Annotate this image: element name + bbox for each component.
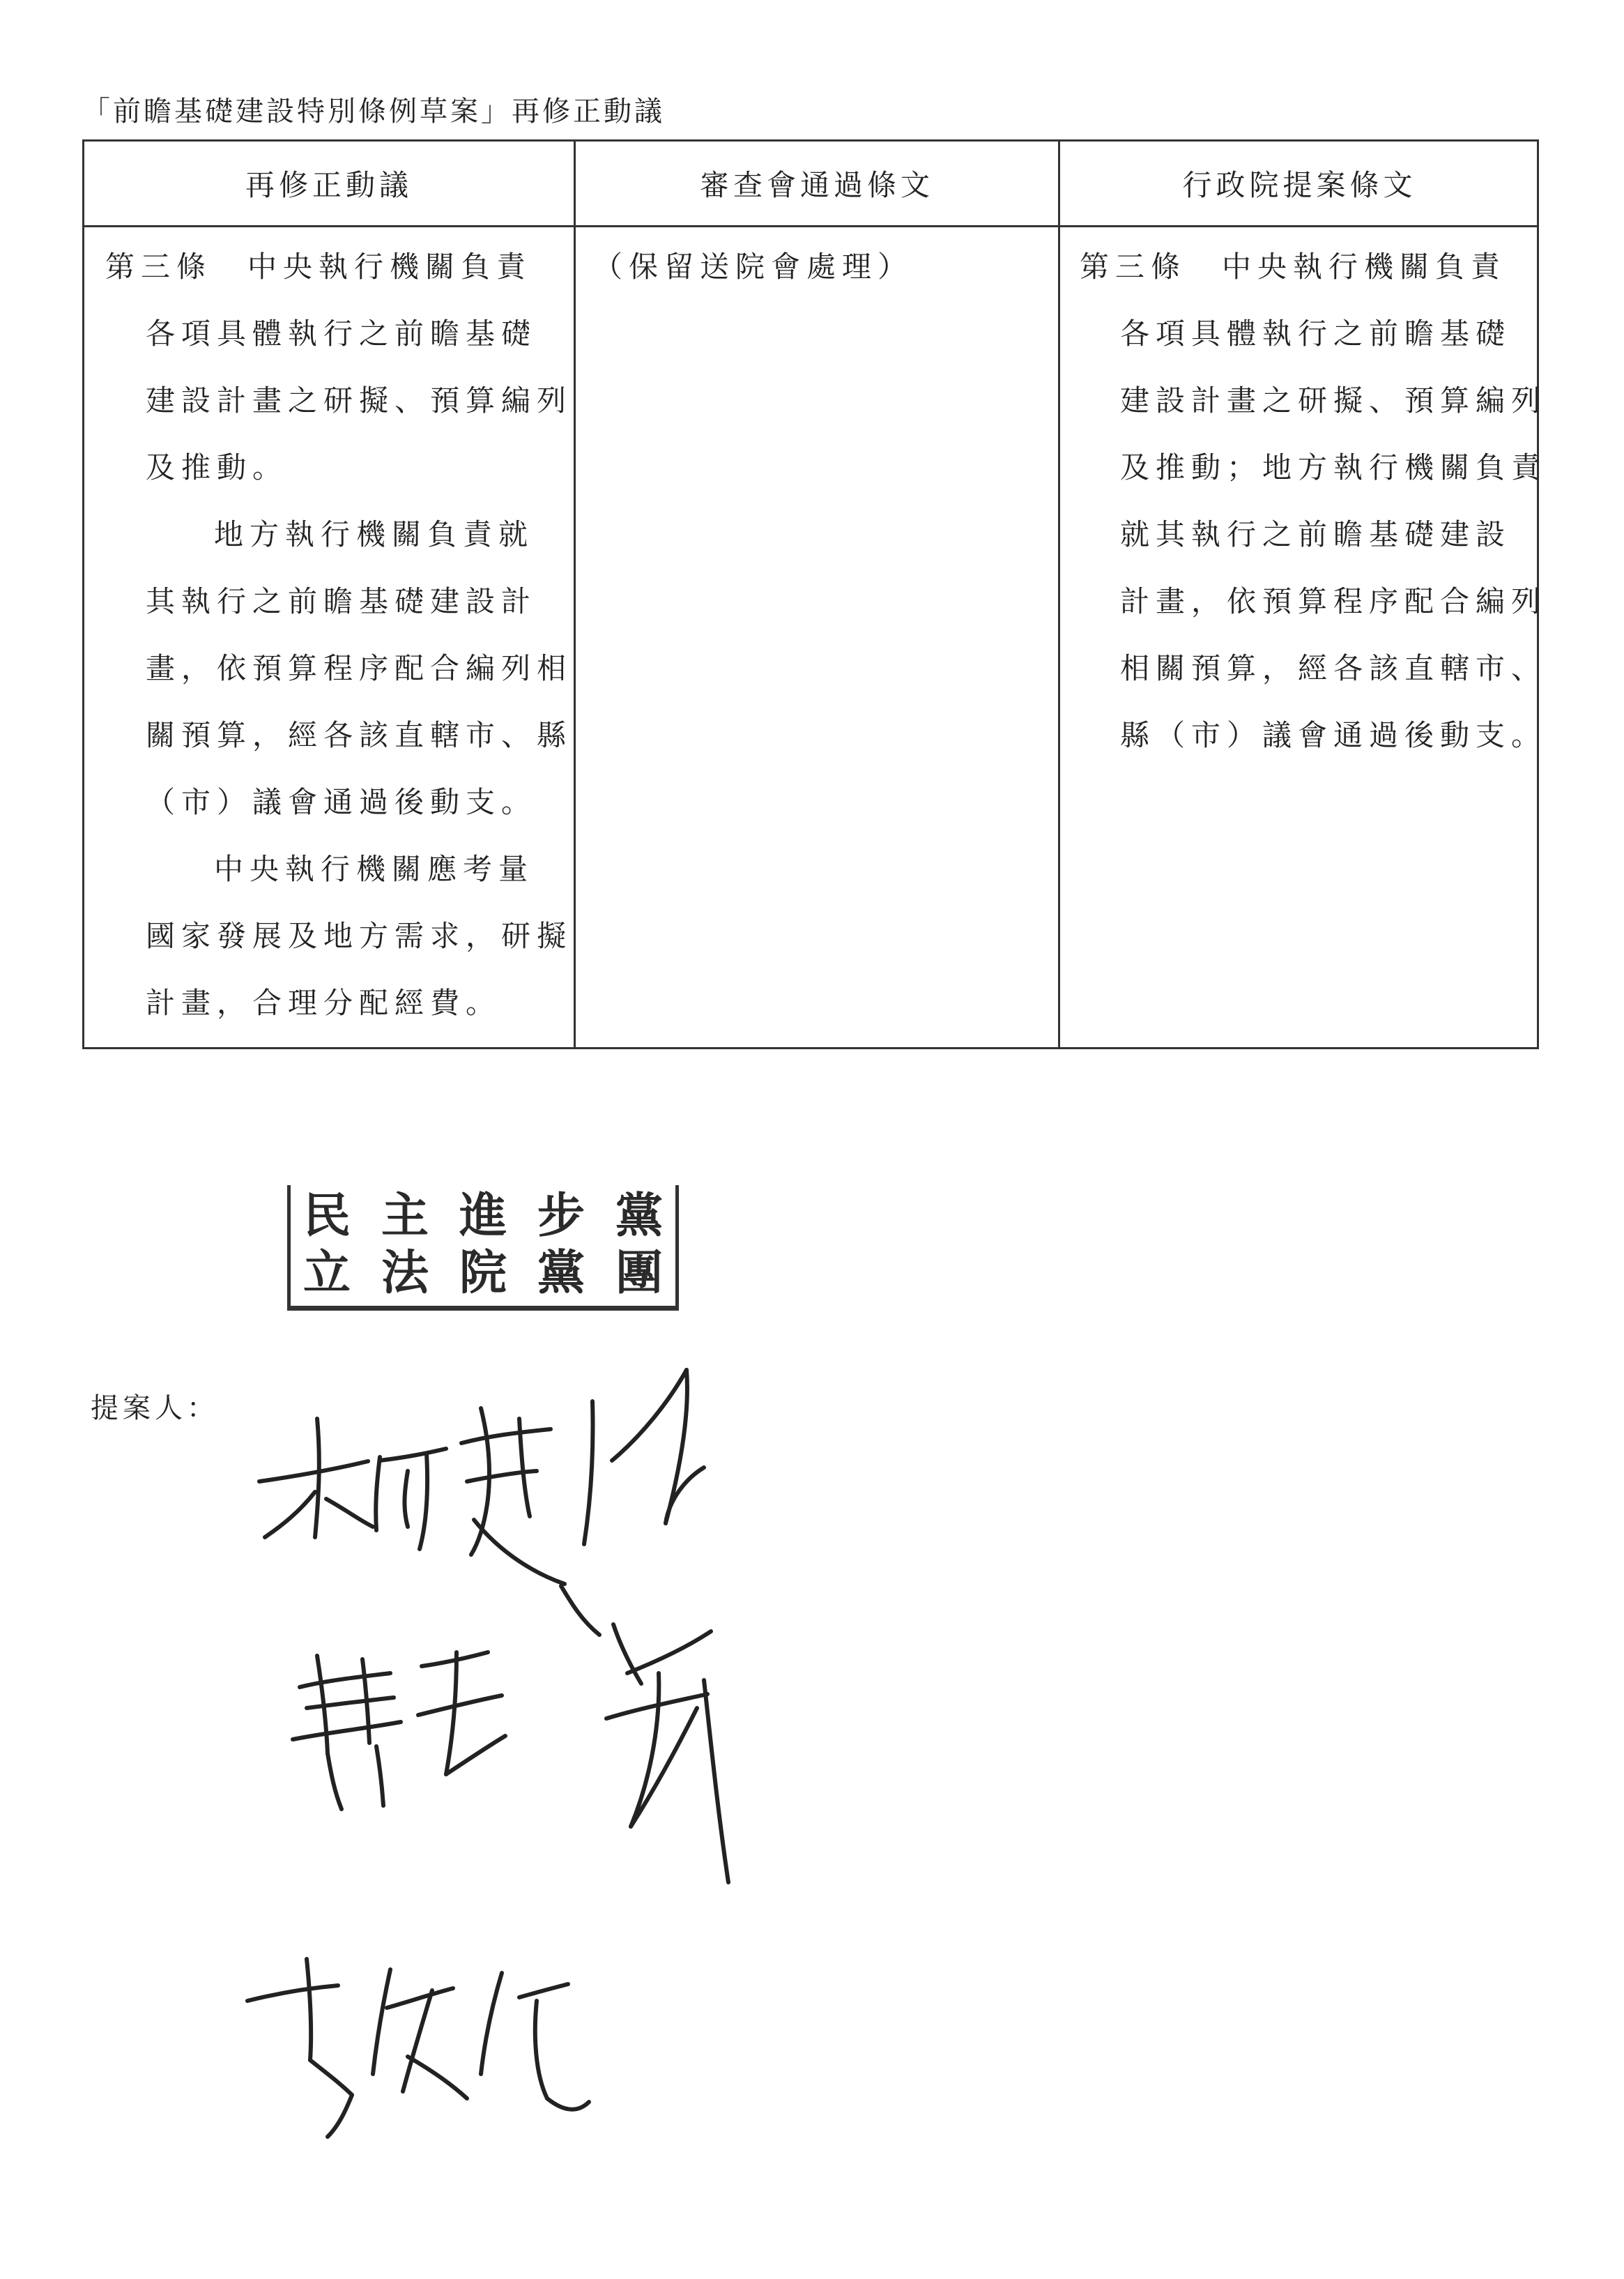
cell-text-line: 建設計畫之研擬、預算編列 [1120,383,1547,418]
cell-text-line: 建設計畫之研擬、預算編列 [146,383,573,418]
cell-text-line: （市）議會通過後動支。 [146,785,537,819]
cell-text-line: 關預算，經各該直轄市、縣 [146,718,573,752]
signature-3 [247,1959,589,2137]
cell-text-line: 其執行之前瞻基礎建設計 [146,584,537,618]
cell-text-line: 就其執行之前瞻基礎建設 [1120,517,1512,551]
cell-text-line: 中央執行機關應考量 [214,852,535,886]
cell-text-line: 及推動。 [146,450,289,485]
proposer-label: 提案人： [91,1392,219,1424]
column-header-review-committee: 審查會通過條文 [699,168,934,202]
column-divider [574,142,576,1047]
stamp-character: 主 [381,1189,429,1244]
stamp-character: 步 [537,1189,585,1244]
cell-text-line: 相關預算，經各該直轄市、 [1120,651,1547,685]
cell-executive-yuan-text [1080,234,1547,769]
stamp-character: 黨 [537,1246,585,1301]
cell-text-line: 地方執行機關負責就 [214,517,535,551]
cell-review-committee-text [593,234,913,300]
stamp-line-caucus [303,1245,663,1302]
cell-text-line: （保留送院會處理） [593,250,914,284]
cell-text-line: 第三條 中央執行機關負責 [1080,250,1507,284]
stamp-character: 院 [459,1246,507,1301]
stamp-character: 團 [615,1246,663,1301]
signature-1 [259,1370,704,1635]
column-header-executive-yuan: 行政院提案條文 [1182,168,1417,202]
column-header-revised-motion: 再修正動議 [245,168,413,202]
stamp-character: 民 [303,1189,351,1244]
stamp-character: 進 [459,1189,507,1244]
cell-revised-motion-text [105,234,572,1037]
cell-text-line: 各項具體執行之前瞻基礎 [1120,317,1512,351]
cell-text-line: 及推動；地方執行機關負責 [1120,450,1547,485]
party-caucus-stamp [287,1185,679,1311]
cell-text-line: 計畫，合理分配經費。 [146,986,502,1020]
stamp-character: 立 [303,1246,351,1301]
cell-text-line: 第三條 中央執行機關負責 [105,250,533,284]
cell-text-line: 縣（市）議會通過後動支。 [1120,718,1547,752]
stamp-line-party [303,1188,663,1245]
cell-text-line: 畫，依預算程序配合編列相 [146,651,573,685]
cell-text-line: 各項具體執行之前瞻基礎 [146,317,537,351]
amendment-table [82,139,1547,1049]
signature-2 [293,1624,728,1882]
stamp-character: 黨 [615,1189,663,1244]
stamp-character: 法 [381,1246,429,1301]
document-title: 「前瞻基礎建設特別條例草案」再修正動議 [82,96,665,128]
cell-text-line: 國家發展及地方需求，研擬 [146,919,573,953]
cell-text-line: 計畫，依預算程序配合編列 [1120,584,1547,618]
column-divider [1058,142,1060,1047]
header-divider [84,225,1537,227]
